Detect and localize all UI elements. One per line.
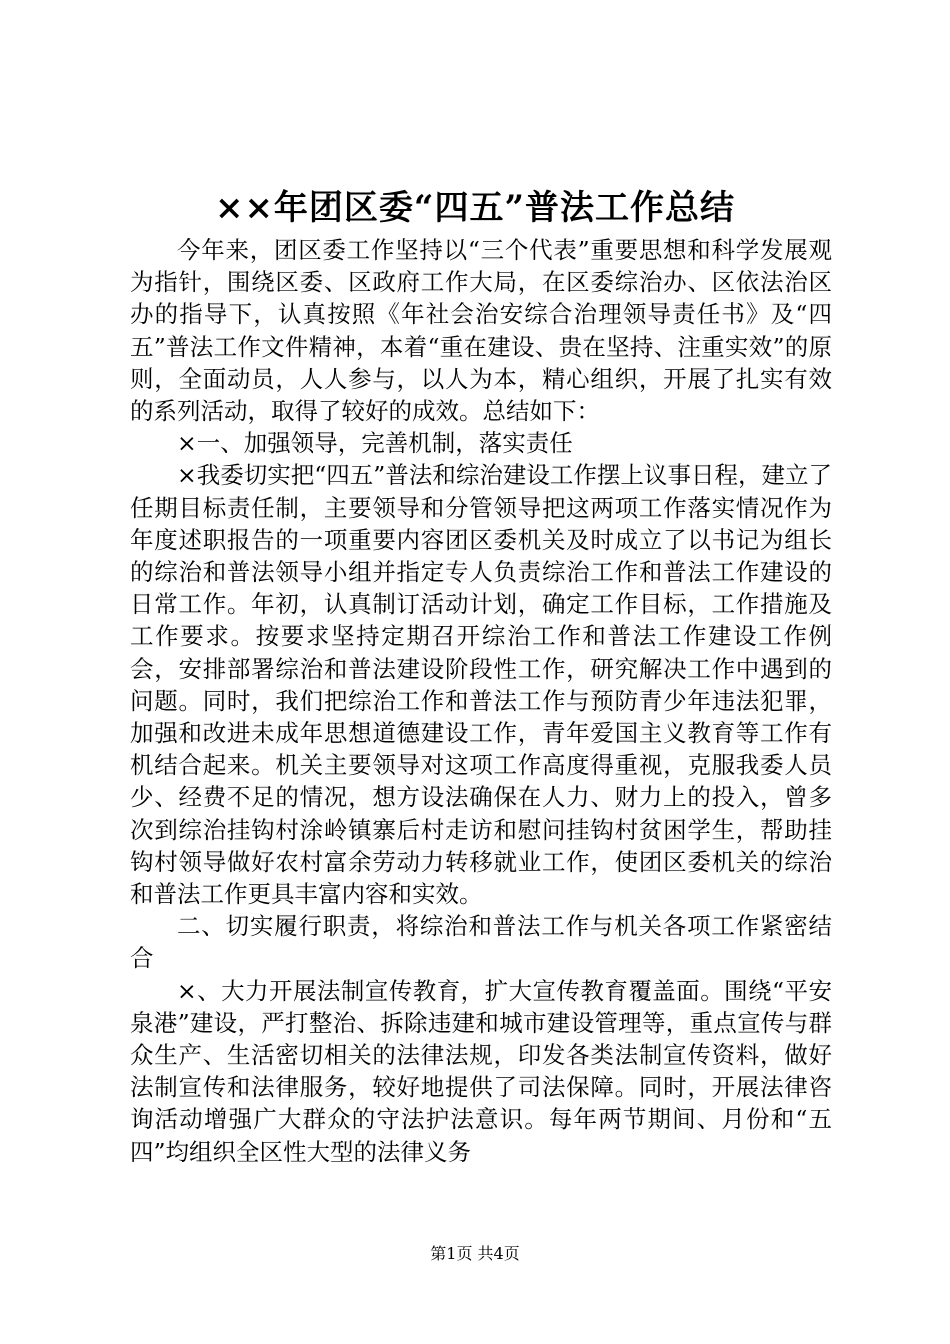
section-heading-2: 二、切实履行职责，将综治和普法工作与机关各项工作紧密结合: [130, 912, 832, 973]
paragraph-intro: 今年来，团区委工作坚持以“三个代表”重要思想和科学发展观为指针，围绕区委、区政府工作大局，在区委综治办、区依法治区办的指导下，认真按照《年社会治安综合治理领导责任书》及“四五”普法工作文件精神，本着“重在建设、贵在坚持、注重实效”的原则，全面动员，人人参与，以人为本，精心组织，开展了扎实有效的系列活动，取得了较好的成效。总结如下：: [130, 236, 832, 426]
page-number: 第1页: [430, 1244, 473, 1263]
paragraph-section-2: ×、大力开展法制宣传教育，扩大宣传教育覆盖面。围绕“平安泉港”建设，严打整治、拆除违建和城市建设管理等，重点宣传与群众生产、生活密切相关的法律法规，印发各类法制宣传资料，做好法制宣传和法律服务，较好地提供了司法保障。同时，开展法律咨询活动增强广大群众的守法护法意识。每年两节期间、月份和“五四”均组织全区性大型的法律义务: [130, 976, 832, 1166]
document-body: [130, 234, 832, 1168]
page-footer: [0, 1243, 950, 1265]
document-title: ××年团区委“四五”普法工作总结: [214, 188, 736, 228]
section-heading-1: ×一、加强领导，完善机制，落实责任: [177, 429, 573, 458]
page-total: 共4页: [477, 1244, 520, 1263]
paragraph-section-1: ×我委切实把“四五”普法和综治建设工作摆上议事日程，建立了任期目标责任制，主要领导和分管领导把这两项工作落实情况作为年度述职报告的一项重要内容团区委机关及时成立了以书记为组长的综治和普法领导小组并指定专人负责综治工作和普法工作建设的日常工作。年初，认真制订活动计划，确定工作目标，工作措施及工作要求。按要求坚持定期召开综治工作和普法工作建设工作例会，安排部署综治和普法建设阶段性工作，研究解决工作中遇到的问题。同时，我们把综治工作和普法工作与预防青少年违法犯罪，加强和改进未成年思想道德建设工作，青年爱国主义教育等工作有机结合起来。机关主要领导对这项工作高度得重视，克服我委人员少、经费不足的情况，想方设法确保在人力、财力上的投入，曾多次到综治挂钩村涂岭镇寨后村走访和慰问挂钩村贫困学生，帮助挂钩村领导做好农村富余劳动力转移就业工作，使团区委机关的综治和普法工作更具丰富内容和实效。: [130, 461, 832, 909]
